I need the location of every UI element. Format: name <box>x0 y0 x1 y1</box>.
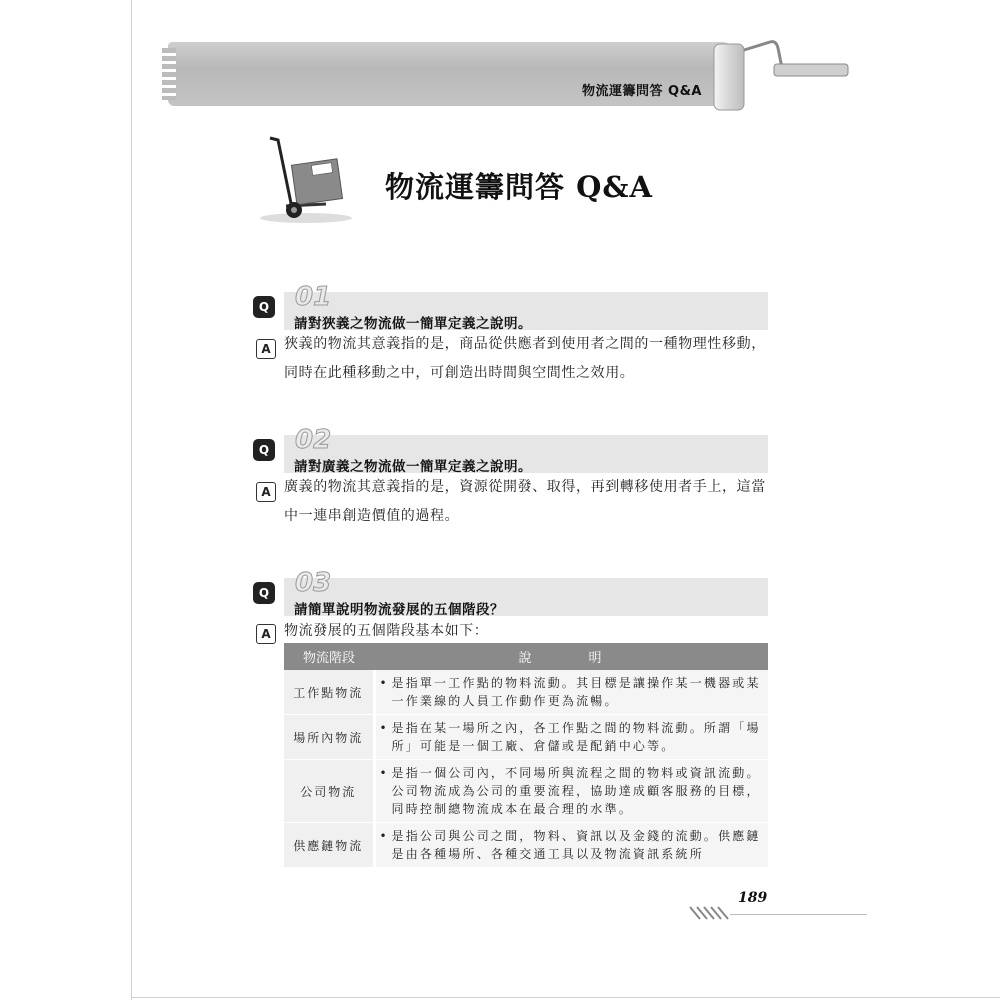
logistics-stages-table <box>284 643 768 868</box>
stage-description <box>374 715 768 760</box>
question-badge: Q <box>253 582 275 604</box>
stage-description <box>374 760 768 823</box>
stage-description-text: 是指在某一場所之內，各工作點之間的物料流動。所謂「場所」可能是一個工廠、倉儲或是配銷中心等。 <box>391 721 761 753</box>
table-row <box>284 823 768 868</box>
question-number: 02 <box>295 425 332 455</box>
table-header-description: 說 明 <box>374 643 768 670</box>
answer-badge: A <box>256 339 276 359</box>
table-row <box>284 760 768 823</box>
stage-description-text: 是指一個公司內，不同場所與流程之間的物料或資訊流動。公司物流成為公司的重要流程，協助達成顧客服務的目標，同時控制總物流成本在最合理的水準。 <box>391 766 761 816</box>
bullet-marker: • <box>379 766 389 780</box>
qa-block-03 <box>253 568 768 643</box>
question-number: 03 <box>295 568 332 598</box>
qa-block-01 <box>253 282 768 382</box>
question-text: 請對廣義之物流做一簡單定義之說明。 <box>294 459 532 475</box>
bullet-marker: • <box>379 676 389 690</box>
table-header-row <box>284 643 768 670</box>
question-text: 請簡單說明物流發展的五個階段？ <box>294 602 504 618</box>
table-header-stage: 物流階段 <box>284 643 374 670</box>
answer-text: 狹義的物流其意義指的是，商品從供應者到使用者之間的一種物理性移動，同時在此種移動之中，可創造出時間與空間性之效用。 <box>284 336 766 381</box>
question-number: 01 <box>295 282 332 312</box>
stage-name: 工作點物流 <box>284 670 374 715</box>
hand-truck-box-icon <box>256 134 360 226</box>
question-text: 請對狹義之物流做一簡單定義之說明。 <box>294 316 532 332</box>
bullet-marker: • <box>379 829 389 843</box>
running-header: 物流運籌問答 Q&A <box>582 84 702 99</box>
question-badge: Q <box>253 439 275 461</box>
stage-name: 公司物流 <box>284 760 374 823</box>
footer-stripes-decoration <box>688 905 732 921</box>
answer-text: 物流發展的五個階段基本如下： <box>284 623 489 639</box>
stage-description <box>374 823 768 868</box>
bullet-marker: • <box>379 721 389 735</box>
table-row <box>284 670 768 715</box>
page-bottom-border <box>131 997 1000 998</box>
qa-block-02 <box>253 425 768 525</box>
answer-text: 廣義的物流其意義指的是，資源從開發、取得，再到轉移使用者手上，這當中一連串創造價值的過程。 <box>284 479 766 524</box>
question-badge: Q <box>253 296 275 318</box>
stage-description <box>374 670 768 715</box>
answer-badge: A <box>256 624 276 644</box>
stage-name: 供應鏈物流 <box>284 823 374 868</box>
page-left-border <box>131 0 132 1000</box>
stage-name: 場所內物流 <box>284 715 374 760</box>
stage-description-text: 是指公司與公司之間，物料、資訊以及金錢的流動。供應鏈是由各種場所、各種交通工具以及物流資訊系統所 <box>391 829 761 861</box>
page-number: 189 <box>738 890 768 906</box>
table-row <box>284 715 768 760</box>
answer-badge: A <box>256 482 276 502</box>
footer-rule <box>730 914 867 915</box>
paint-roller-icon <box>712 36 852 116</box>
page-title: 物流運籌問答 Q&A <box>385 170 654 204</box>
stage-description-text: 是指單一工作點的物料流動。其目標是讓操作某一機器或某一作業線的人員工作動作更為流暢。 <box>391 676 761 708</box>
